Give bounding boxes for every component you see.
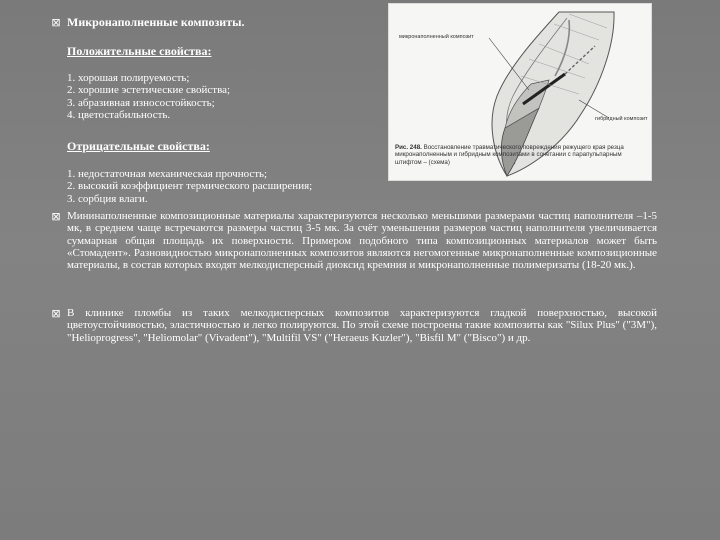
list-item: 3. сорбция влаги.	[67, 192, 148, 205]
list-item: 2. хорошие эстетические свойства;	[67, 84, 231, 97]
list-item: 3. абразивная износостойкость;	[67, 96, 215, 109]
slide-title: Микронаполненные композиты.	[67, 15, 245, 29]
list-item: 1. недостаточная механическая прочность;	[67, 168, 268, 180]
list-item: 4. цветостабильность.	[67, 108, 171, 121]
negative-properties-list	[67, 168, 312, 205]
label-micro: микронаполненный композит	[399, 34, 474, 40]
negative-properties-label: Отрицательные свойства:	[67, 139, 210, 153]
list-item: 1. хорошая полируемость;	[67, 72, 190, 84]
list-item: 2. высокий коэффициент термического расширения;	[67, 180, 313, 193]
minifilled-paragraph: Мининаполненные композиционные материалы характеризуются несколько меньшими размерами частиц наполнителя –1-5 мк, в среднем чаще встречаются размеры частиц 3-5 мк. За счёт уменьшения размеров частиц наполнителя увеличивается суммарная общая площадь их поверхности. Примером подобного типа композиционных материалов может быть «Стомадент». Разновидностью микронаполненных композитов являются негомогенные микронаполненные композиционные материалы, в состав которых входят мелкодисперсный диоксид кремния и микронаполненные полимеризаты (18-20 мк.).	[67, 210, 657, 272]
label-hybrid: гибридный композит	[595, 116, 648, 122]
bullet-icon: ⊠	[51, 307, 61, 320]
caption-number: Рис. 248.	[395, 144, 422, 151]
positive-properties-label: Положительные свойства:	[67, 44, 212, 58]
clinic-paragraph: В клинике пломбы из таких мелкодисперсных композитов характеризуются гладкой поверхностью, высокой цветоустойчивостью, эластичностью и легко полируются. По этой схеме построены такие композиты как "Silux Plus" ("3M"), "Helioprogress", "Heliomolar" (Vivadent"), "Multifil VS" ("Heraeus Kuzler"), "Bisfil M" ("Bisco") и др.	[67, 307, 657, 344]
bullet-icon: ⊠	[51, 210, 61, 223]
caption-text: Восстановление травматического повреждения режущего края резца микронаполненным и гибридным композитами в сочетании с парапульпарным штифтом – (схема)	[395, 144, 624, 166]
figure-caption	[395, 144, 647, 166]
positive-properties-list	[67, 72, 230, 121]
tooth-figure	[388, 3, 652, 181]
bullet-icon: ⊠	[51, 16, 61, 29]
